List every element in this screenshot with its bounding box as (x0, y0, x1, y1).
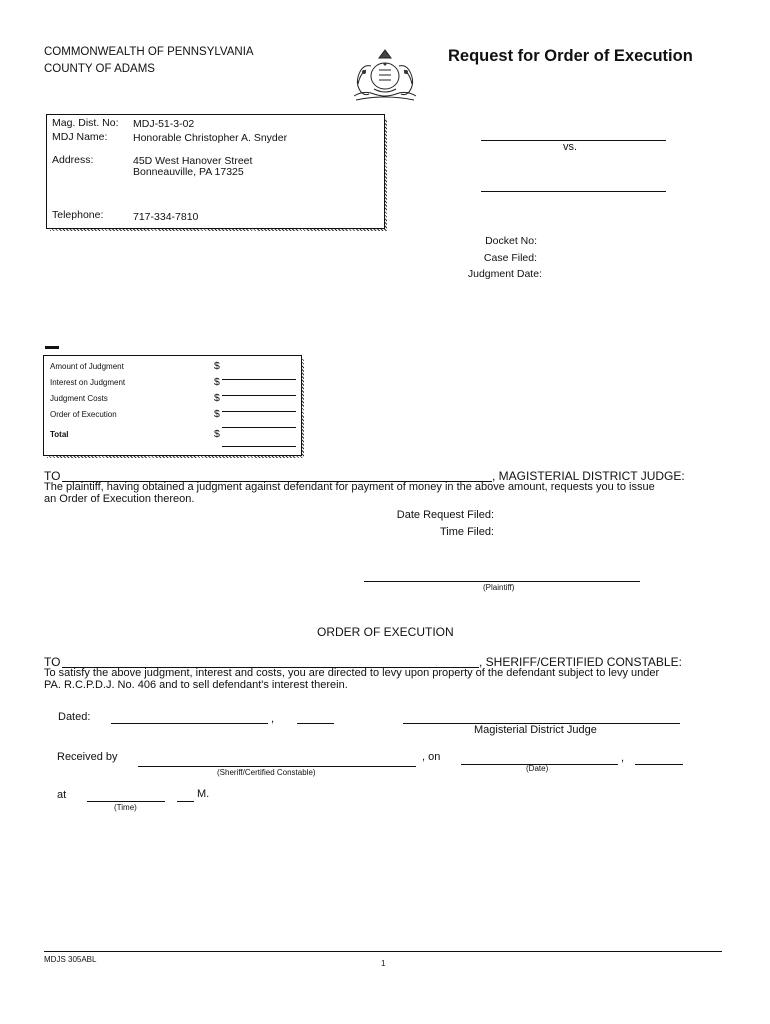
am-pm-line[interactable] (177, 801, 194, 802)
page-number: 1 (381, 959, 386, 968)
amount-line-2[interactable] (222, 395, 296, 396)
request-to-label: TO (44, 469, 61, 483)
commonwealth-label: COMMONWEALTH OF PENNSYLVANIA (44, 46, 254, 58)
county-label: COUNTY OF ADAMS (44, 63, 155, 75)
order-heading: ORDER OF EXECUTION (317, 625, 454, 639)
on-label: , on (422, 751, 441, 763)
mdj-caption: Magisterial District Judge (474, 724, 597, 736)
amount-line-1[interactable] (222, 379, 296, 380)
order-of-execution-currency: $ (214, 408, 220, 420)
amount-of-judgment-label: Amount of Judgment (50, 362, 124, 371)
received-by-line[interactable] (138, 766, 416, 767)
request-body-line-1: The plaintiff, having obtained a judgment against defendant for payment of money in the above amount, requests you to issue (44, 481, 655, 493)
defendant-name-line[interactable] (481, 191, 666, 192)
order-of-execution-label: Order of Execution (50, 410, 117, 419)
judgment-costs-currency: $ (214, 392, 220, 404)
footer-rule (44, 951, 722, 952)
telephone-value: 717-334-7810 (133, 211, 199, 223)
plaintiff-caption: (Plaintiff) (483, 583, 515, 592)
dated-year-line[interactable] (297, 723, 334, 724)
date-request-filed-label: Date Request Filed: (396, 509, 494, 521)
request-to-suffix: , MAGISTERIAL DISTRICT JUDGE: (492, 469, 685, 483)
mag-dist-label: Mag. Dist. No: (52, 117, 119, 129)
plaintiff-signature-line[interactable] (364, 581, 640, 582)
order-to-label: TO (44, 655, 61, 669)
amounts-box (43, 355, 302, 456)
judgment-date-label: Judgment Date: (467, 268, 542, 280)
received-year-line[interactable] (635, 764, 683, 765)
dash-mark (45, 346, 59, 349)
received-date-comma: , (621, 752, 625, 764)
time-line[interactable] (87, 801, 165, 802)
date-caption: (Date) (526, 764, 549, 773)
form-title: Request for Order of Execution (448, 47, 693, 65)
interest-currency: $ (214, 376, 220, 388)
form-id: MDJS 305ABL (44, 955, 97, 964)
mdj-name-label: MDJ Name: (52, 131, 108, 143)
amount-line-3[interactable] (222, 411, 296, 412)
sheriff-caption: (Sheriff/Certified Constable) (217, 768, 316, 777)
time-caption: (Time) (114, 803, 137, 812)
versus-label: vs. (563, 141, 578, 153)
interest-label: Interest on Judgment (50, 378, 126, 387)
order-body-line-1: To satisfy the above judgment, interest and costs, you are directed to levy upon property of the defendant subject to levy under (44, 667, 660, 679)
address-label: Address: (52, 154, 94, 166)
total-currency: $ (214, 428, 220, 440)
time-filed-label: Time Filed: (440, 526, 494, 538)
total-line[interactable] (222, 446, 296, 447)
received-by-label: Received by (57, 751, 118, 763)
total-label: Total (50, 430, 69, 439)
dated-label: Dated: (58, 711, 91, 723)
case-filed-label: Case Filed: (483, 252, 537, 264)
court-info-box (46, 114, 385, 229)
dated-comma: , (271, 713, 275, 725)
judgment-costs-label: Judgment Costs (50, 394, 108, 403)
at-label: at (57, 789, 67, 801)
request-body-line-2: an Order of Execution thereon. (44, 493, 195, 505)
mag-dist-value: MDJ-51-3-02 (133, 118, 195, 130)
m-label: M. (197, 788, 210, 800)
amount-of-judgment-currency: $ (214, 360, 220, 372)
docket-label: Docket No: (485, 235, 537, 247)
dated-line[interactable] (111, 723, 268, 724)
telephone-label: Telephone: (52, 209, 104, 221)
order-to-suffix: , SHERIFF/CERTIFIED CONSTABLE: (479, 655, 682, 669)
address-line-2: Bonneauville, PA 17325 (133, 166, 244, 178)
address-line-1: 45D West Hanover Street (133, 155, 253, 167)
pennsylvania-seal-icon (344, 44, 426, 104)
order-body-line-2: PA. R.C.P.D.J. No. 406 and to sell defendant's interest therein. (44, 679, 348, 691)
amount-line-4[interactable] (222, 427, 296, 428)
mdj-name-value: Honorable Christopher A. Snyder (133, 132, 288, 144)
